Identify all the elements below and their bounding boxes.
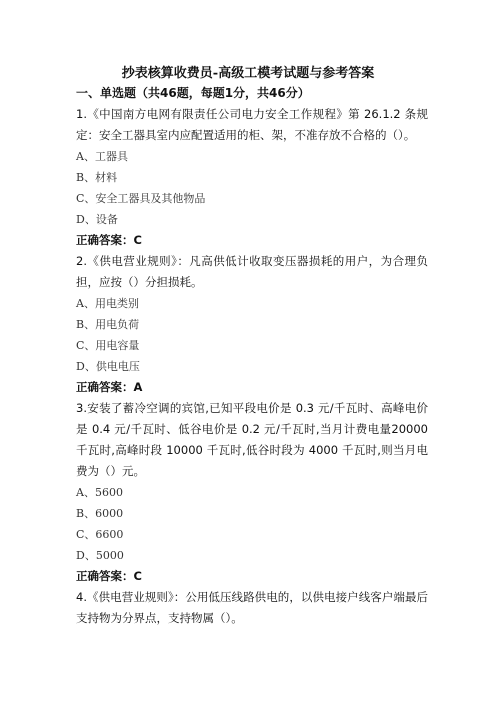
section-heading: 一、单选题（共46题，每题1分，共46分） xyxy=(76,86,310,100)
option-d: D、设备 xyxy=(76,213,118,226)
option-b: B、6000 xyxy=(76,507,124,520)
question-block xyxy=(76,398,428,587)
correct-answer: 正确答案：A xyxy=(76,380,143,394)
option-a: A、用电类别 xyxy=(76,297,139,310)
option-d: D、5000 xyxy=(76,549,124,562)
question-text: 3.安装了蓄冷空调的宾馆,已知平段电价是 0.3 元/千瓦时、高峰电价是 0.4 元/千瓦时、低谷电价是 0.2 元/千瓦时,当月计费电量20000 千瓦时,高峰时段 10000 千瓦时,低谷时段为 4000 千瓦时,则当月电费为（）元。 xyxy=(76,401,428,478)
option-c: C、安全工器具及其他物品 xyxy=(76,192,206,205)
option-b: B、材料 xyxy=(76,171,118,184)
question-text: 1.《中国南方电网有限责任公司电力安全工作规程》第 26.1.2 条规定：安全工器具室内应配置适用的柜、架，不准存放不合格的（）。 xyxy=(76,107,428,142)
correct-answer: 正确答案：C xyxy=(76,233,142,247)
correct-answer: 正确答案：C xyxy=(76,569,142,583)
option-c: C、6600 xyxy=(76,528,124,541)
question-list xyxy=(76,104,428,629)
document-title: 抄表核算收费员-高级工模考试题与参考答案 xyxy=(121,66,375,81)
question-block xyxy=(76,104,428,251)
option-a: A、工器具 xyxy=(76,150,128,163)
option-a: A、5600 xyxy=(76,486,123,499)
question-text: 2.《供电营业规则》：凡高供低计收取变压器损耗的用户，为合理负担，应按（）分担损耗。 xyxy=(76,254,428,289)
question-text: 4.《供电营业规则》：公用低压线路供电的，以供电接户线客户端最后支持物为分界点，支持物属（）。 xyxy=(76,590,428,625)
option-b: B、用电负荷 xyxy=(76,318,140,331)
question-block xyxy=(76,587,428,629)
option-c: C、用电容量 xyxy=(76,339,140,352)
question-block xyxy=(76,251,428,398)
option-d: D、供电电压 xyxy=(76,360,140,373)
